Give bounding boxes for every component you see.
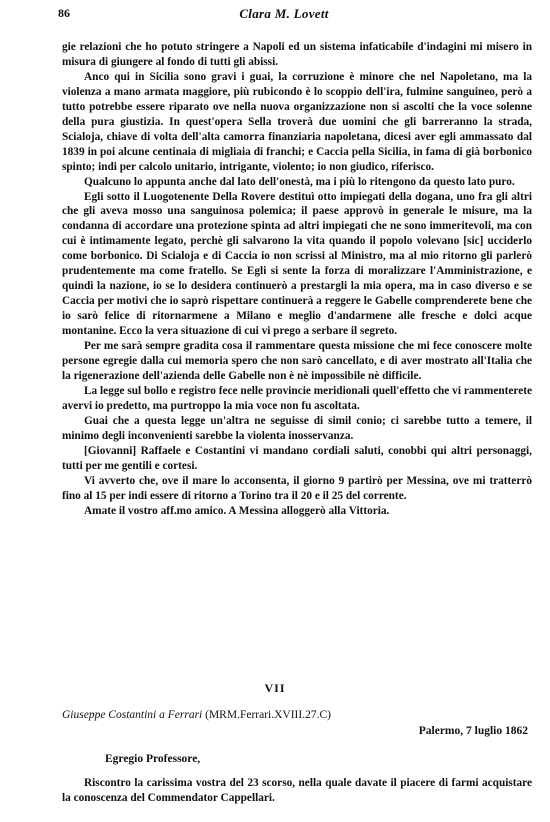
running-title: Clara M. Lovett (239, 6, 329, 21)
archive-reference: (MRM.Ferrari.XVIII.27.C) (205, 709, 331, 721)
paragraph: Riscontro la carissima vostra del 23 scorso, nella quale davate il piacere di farmi acquistare la conoscenza del Commendator Cappellari. (62, 777, 532, 804)
paragraph: Guai che a questa legge un'altra ne seguisse di simil conio; ci sarebbe tutto a temere, il minimo degli inconvenienti sarebbe la violenta inosservanza. (62, 414, 532, 442)
letter-body (62, 776, 532, 806)
paragraph: Vi avverto che, ove il mare lo acconsenta, il giorno 9 partirò per Messina, ove mi tratterrò fino al 15 per indi essere di ritorno a Torino tra il 20 e il 25 del corrente. (62, 474, 532, 502)
paragraph: La legge sul bollo e registro fece nelle provincie meridionali quell'effetto che vi rammenterete avervi io predetto, ma purtroppo la mia voce non fu ascoltata. (62, 384, 532, 412)
letter-dateline: Palermo, 7 luglio 1862 (418, 725, 528, 737)
letter-salutation: Egregio Professore, (105, 753, 201, 765)
paragraph: Anco qui in Sicilia sono gravi i guai, la corruzione è minore che nel Napoletano, ma la violenza a mano armata maggiore, più rubicondo è lo scoppio dell'ira, fulmine sanguineo, però a tutto potrebbe essere riparato ove nella nuova organizzazione non si ascolti che la voce solenne della pura giustizia. In quest'opera Sella troverà due uomini che gli barreranno la strada, Scialoja, chiave di volta dell'alta camorra finanziaria napoletana, dicesi aver egli ammassato dal 1839 in poi alcune centinaia di migliaia di franchi; e Caccia pella Sicilia, in fama di già borbonico spinto; indi per calcolo unitario, intrigante, violento; io non giudico, riferisco. (62, 70, 532, 173)
section-numeral: VII (264, 681, 286, 695)
page-number: 86 (58, 6, 70, 20)
paragraph: gie relazioni che ho potuto stringere a Napoli ed un sistema infaticabile d'indagini mi misero in misura di giungere al fondo di tutti gli abissi. (62, 41, 532, 68)
paragraph: Per me sarà sempre gradita cosa il rammentare questa missione che mi fece conoscere molte persone egregie dalla cui memoria spero che non sarò cancellato, e di aver mostrato all'Italia che la rigenerazione dell'azienda delle Gabelle non è nè impossibile nè difficile. (62, 340, 532, 382)
page-header (58, 6, 510, 28)
paragraph: Amate il vostro aff.mo amico. A Messina alloggerò alla Vittoria. (84, 504, 390, 517)
paragraph: Egli sotto il Luogotenente Della Rovere destituì otto impiegati della dogana, uno fra gli altri che gli aveva mosso una sanguinosa polemica; il paese approvò in generale le misure, ma la condanna di accordare una protezione spinta ad altri impiegati che ne sono immeritevoli, ma con cui è intimamente legato, perchè gli salvarono la vita quando il popolo volevano [sic] ucciderlo come borbonico. Di Scialoja e di Caccia io non scrissi al Ministro, ma al mio ritorno gli parlerò prudentemente ma come fratello. Se Egli si sente la forza di moralizzare l'Amministrazione, e quindi la nazione, io se lo desidera continuerò a prestargli la mia opera, ma in caso diverso e se Caccia per motivi che io saprò rispettare continuerà a reggere le Gabelle comprenderete bene che io sarò felice di ritornarmene a Milano e meglio d'andarmene alle fresche e dolci acque montanine. Ecco la vera situazione di cui vi prego a serbare il segreto. (62, 190, 532, 338)
letter-continuation-text (62, 40, 532, 519)
letter-sender: Giuseppe Costantini a Ferrari (62, 709, 203, 721)
paragraph: Qualcuno lo appunta anche dal lato dell'onestà, ma i più lo ritengono da questo lato puro. (84, 175, 515, 188)
letter-heading (62, 708, 532, 723)
paragraph: [Giovanni] Raffaele e Costantini vi mandano cordiali saluti, conobbi qui altri personaggi, tutti per me gentili e cortesi. (62, 444, 532, 472)
